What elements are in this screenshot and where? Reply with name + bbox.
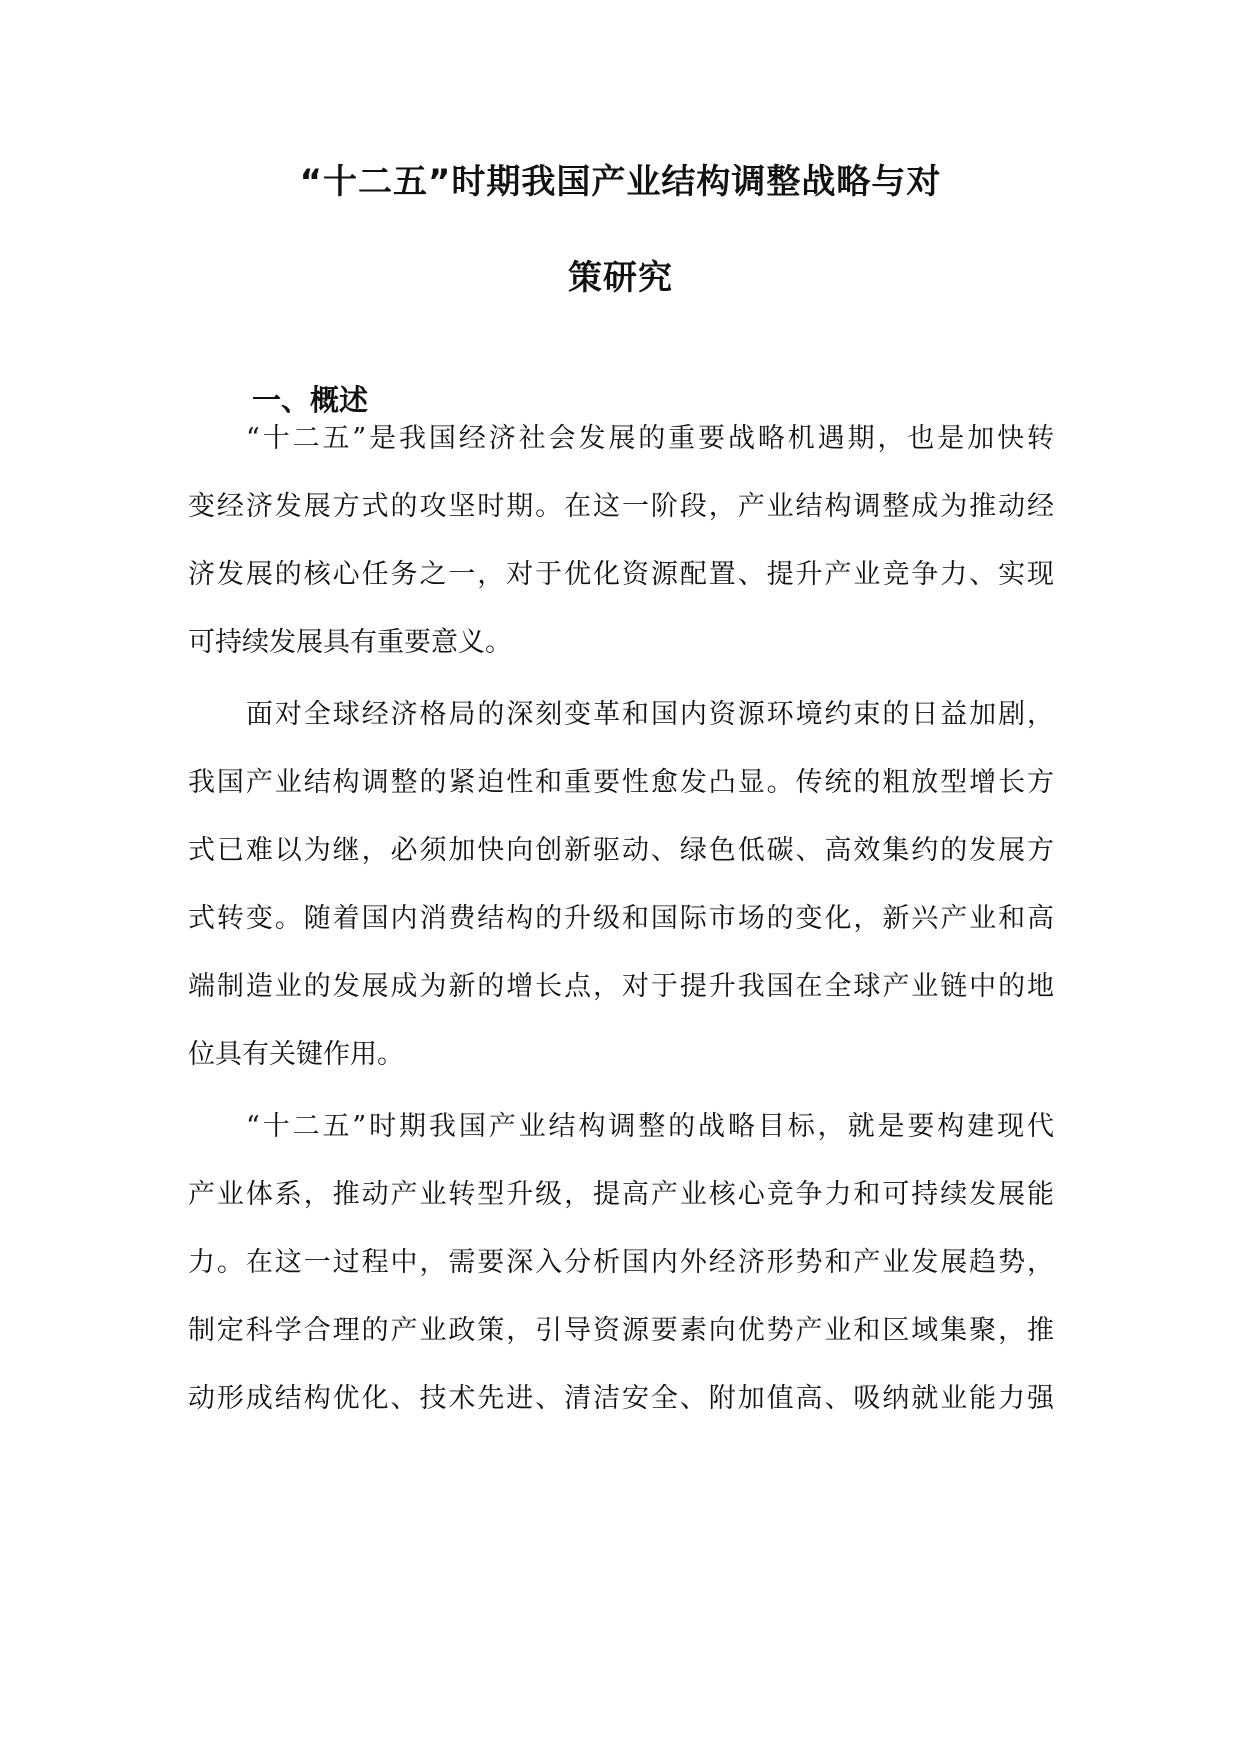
document-title-line-1: “十二五”时期我国产业结构调整战略与对 [299, 162, 942, 202]
paragraph-line: 式已难以为继，必须加快向创新驱动、绿色低碳、高效集约的发展方 [188, 835, 1054, 866]
paragraph-line: “十二五”是我国经济社会发展的重要战略机遇期，也是加快转 [246, 423, 1054, 454]
paragraph-line: 制定科学合理的产业政策，引导资源要素向优势产业和区域集聚，推 [188, 1315, 1054, 1346]
section-heading: 一、概述 [252, 383, 369, 417]
paragraph-line: “十二五”时期我国产业结构调整的战略目标，就是要构建现代 [246, 1111, 1054, 1142]
paragraph-line: 产业体系，推动产业转型升级，提高产业核心竞争力和可持续发展能 [188, 1179, 1054, 1210]
paragraph-line: 位具有关键作用。 [188, 1039, 404, 1070]
paragraph-line: 面对全球经济格局的深刻变革和国内资源环境约束的日益加剧， [246, 699, 1054, 730]
paragraph-line: 式转变。随着国内消费结构的升级和国际市场的变化，新兴产业和高 [188, 903, 1054, 934]
paragraph-line: 力。在这一过程中，需要深入分析国内外经济形势和产业发展趋势， [188, 1247, 1054, 1278]
paragraph-line: 变经济发展方式的攻坚时期。在这一阶段，产业结构调整成为推动经 [188, 491, 1054, 522]
paragraph-line: 我国产业结构调整的紧迫性和重要性愈发凸显。传统的粗放型增长方 [188, 767, 1054, 798]
document-title-line-2: 策研究 [568, 258, 673, 298]
paragraph-line: 济发展的核心任务之一，对于优化资源配置、提升产业竞争力、实现 [188, 559, 1054, 590]
paragraph-line: 端制造业的发展成为新的增长点，对于提升我国在全球产业链中的地 [188, 971, 1054, 1002]
paragraph-line: 可持续发展具有重要意义。 [188, 627, 512, 658]
paragraph-line: 动形成结构优化、技术先进、清洁安全、附加值高、吸纳就业能力强 [188, 1383, 1054, 1414]
